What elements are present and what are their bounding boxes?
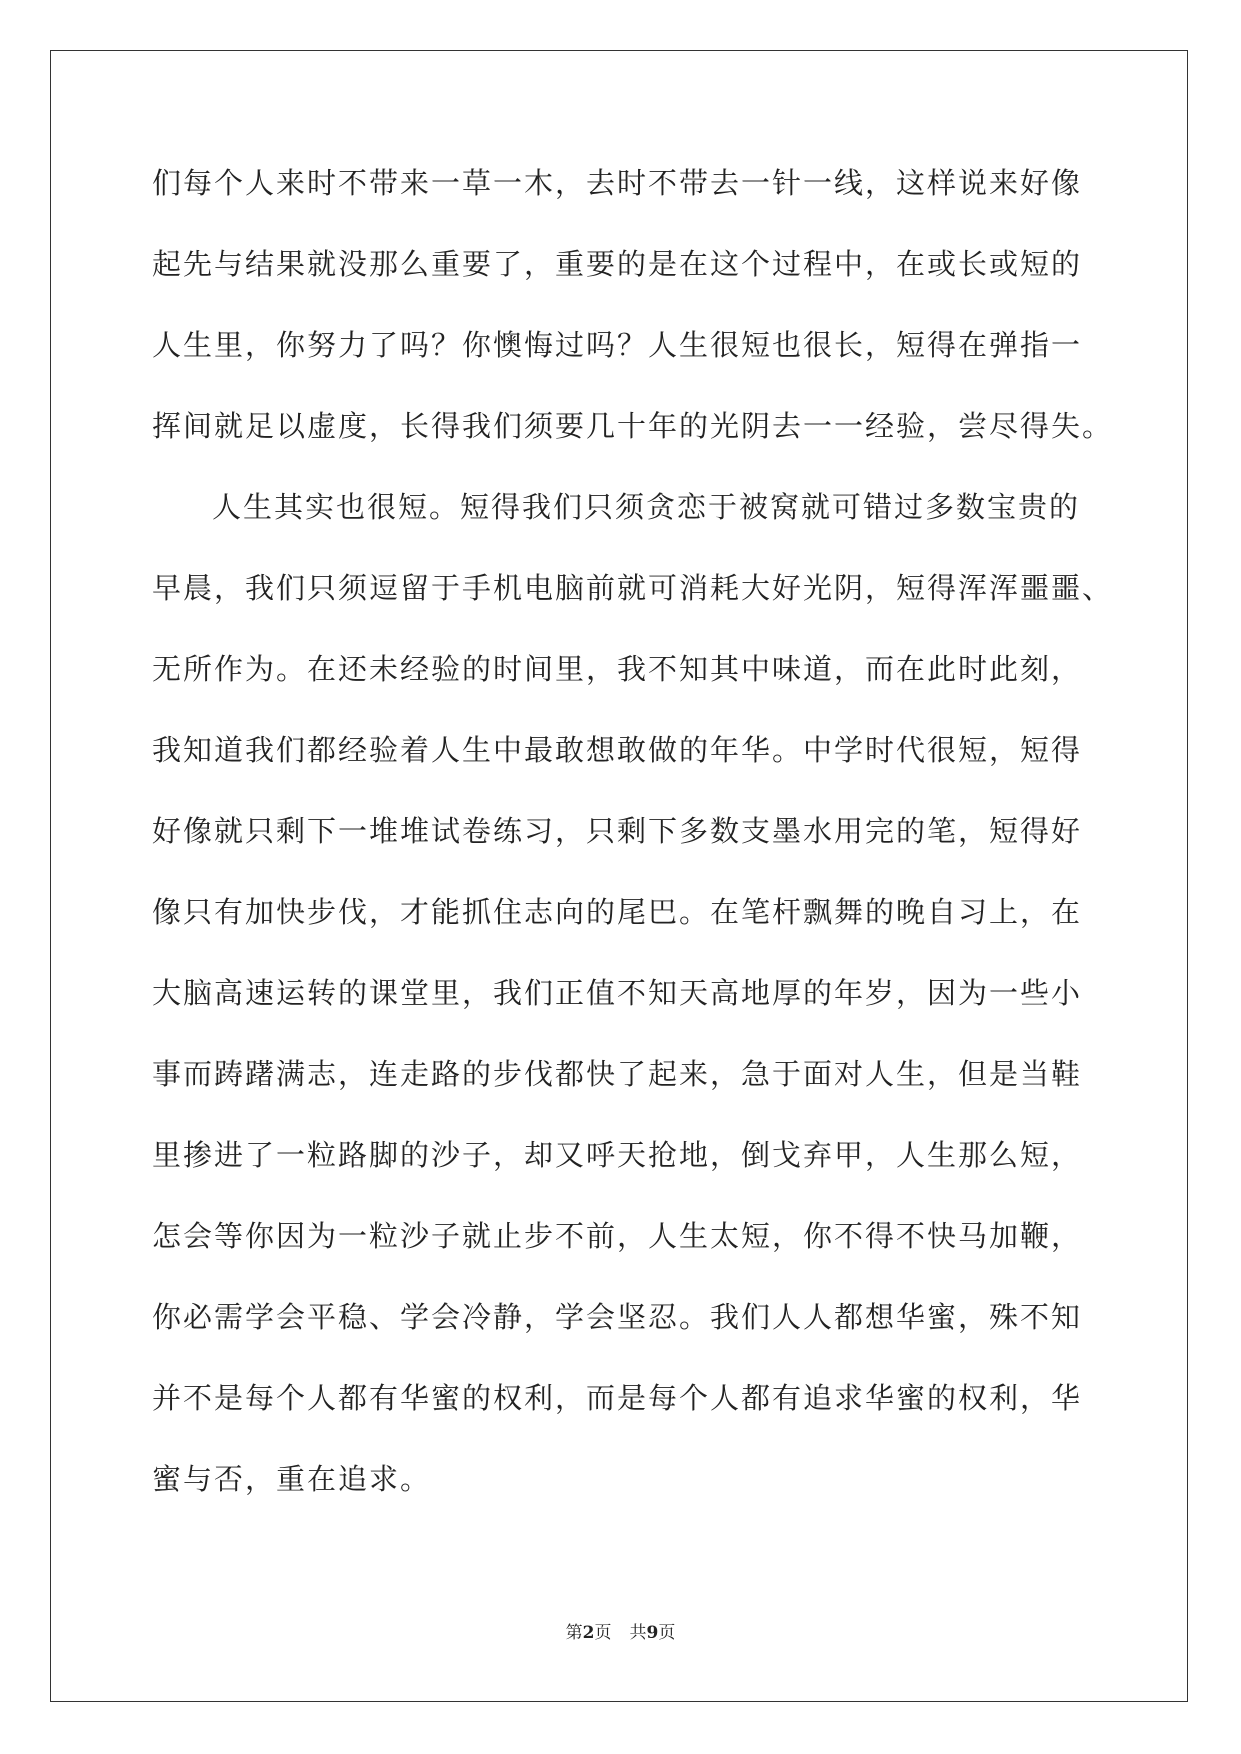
paragraph-start-line: 人生其实也很短。短得我们只须贪恋于被窝就可错过多数宝贵的 xyxy=(212,490,1081,524)
text-line-9: 好像就只剩下一堆堆试卷练习，只剩下多数支墨水用完的笔，短得好 xyxy=(152,814,1083,848)
text-line-16: 并不是每个人都有华蜜的权利，而是每个人都有追求华蜜的权利，华 xyxy=(152,1381,1083,1415)
text-line-14: 怎会等你因为一粒沙子就止步不前，人生太短，你不得不快马加鞭， xyxy=(152,1219,1083,1253)
text-line-11: 大脑高速运转的课堂里，我们正值不知天高地厚的年岁，因为一些小 xyxy=(152,976,1083,1010)
text-line-4: 挥间就足以虚度，长得我们须要几十年的光阴去一一经验，尝尽得失。 xyxy=(152,409,1114,443)
page-number-suffix: 页 xyxy=(594,1623,612,1643)
text-line-1: 们每个人来时不带来一草一木，去时不带去一针一线，这样说来好像 xyxy=(152,166,1083,200)
text-line-15: 你必需学会平稳、学会冷静，学会坚忍。我们人人都想华蜜，殊不知 xyxy=(152,1300,1083,1334)
text-line-10: 像只有加快步伐，才能抓住志向的尾巴。在笔杆飘舞的晚自习上，在 xyxy=(152,895,1083,929)
page-number-prefix: 第 xyxy=(565,1623,583,1643)
text-line-6: 早晨，我们只须逗留于手机电脑前就可消耗大好光阴，短得浑浑噩噩、 xyxy=(152,571,1114,605)
text-line-8: 我知道我们都经验着人生中最敢想敢做的年华。中学时代很短，短得 xyxy=(152,733,1083,767)
page-footer xyxy=(0,1618,1241,1643)
current-page-number: 2 xyxy=(582,1623,595,1643)
text-line-13: 里掺进了一粒路脚的沙子，却又呼天抢地，倒戈弃甲，人生那么短， xyxy=(152,1138,1083,1172)
total-page-count: 9 xyxy=(646,1623,659,1643)
text-line-2: 起先与结果就没那么重要了，重要的是在这个过程中，在或长或短的 xyxy=(152,247,1083,281)
text-line-17: 蜜与否，重在追求。 xyxy=(152,1462,432,1496)
text-line-7: 无所作为。在还未经验的时间里，我不知其中味道，而在此时此刻， xyxy=(152,652,1083,686)
text-line-3: 人生里，你努力了吗？你懊悔过吗？人生很短也很长，短得在弹指一 xyxy=(152,328,1083,362)
document-body xyxy=(152,160,1114,1537)
total-pages-prefix: 共 xyxy=(629,1623,647,1643)
total-pages-suffix: 页 xyxy=(658,1623,676,1643)
text-line-12: 事而踌躇满志，连走路的步伐都快了起来，急于面对人生，但是当鞋 xyxy=(152,1057,1083,1091)
